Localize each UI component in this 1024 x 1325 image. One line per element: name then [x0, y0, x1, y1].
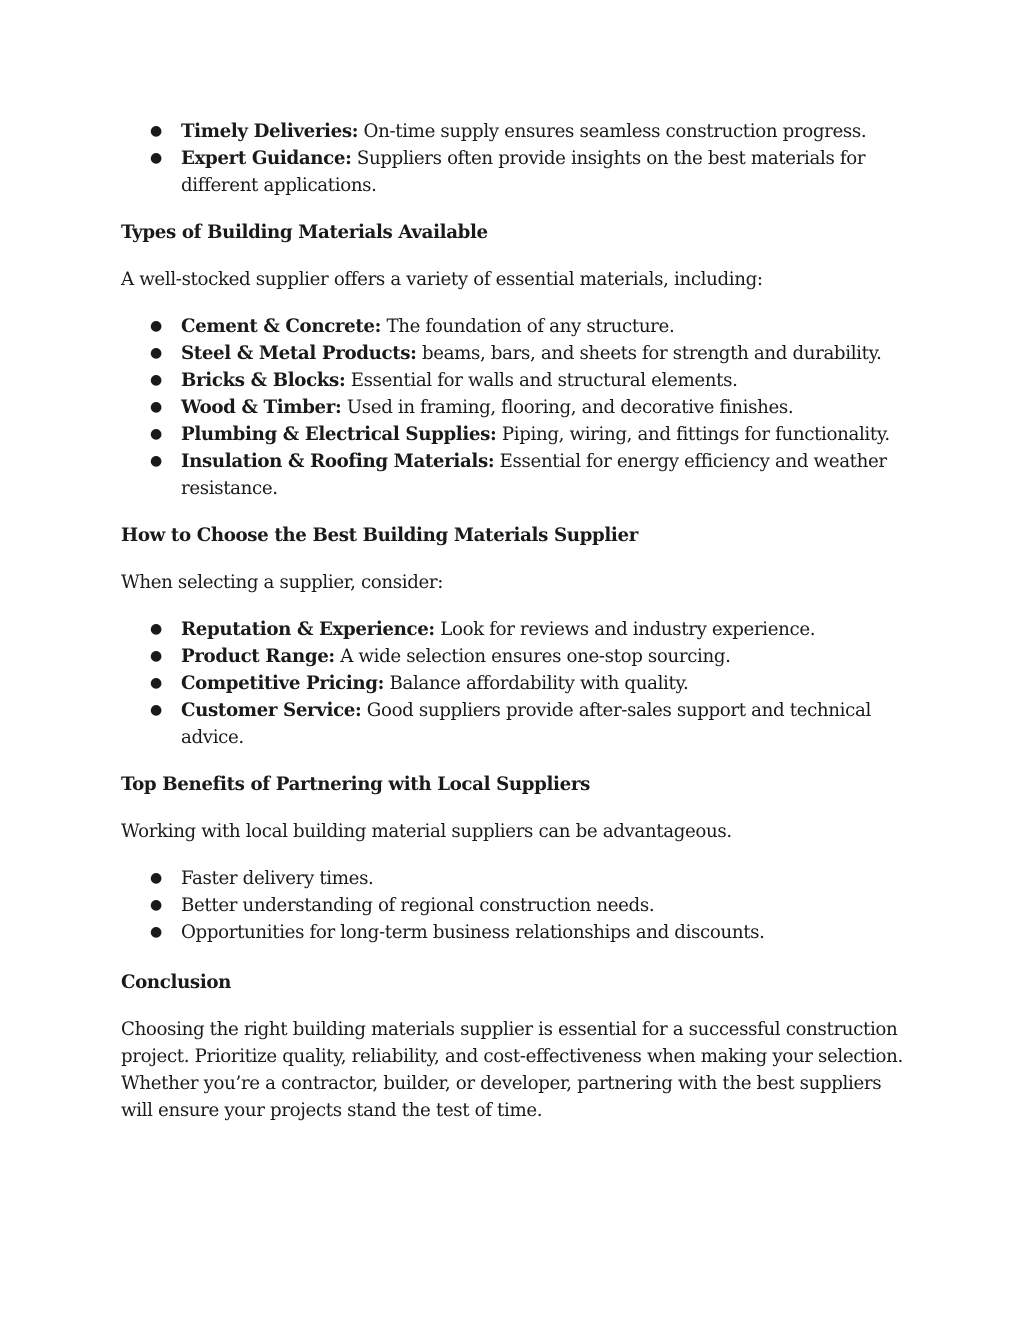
- list-item: [121, 313, 911, 340]
- bullet-icon: ●: [150, 924, 162, 940]
- choose-bullet-list: [121, 616, 911, 751]
- list-item: [121, 643, 911, 670]
- section-heading-conclusion: Conclusion: [121, 972, 232, 993]
- list-item-term: Plumbing & Electrical Supplies:: [181, 424, 497, 445]
- list-item-text: Essential for energy efficiency and weather resistance.: [181, 451, 887, 499]
- list-item-term: Timely Deliveries:: [181, 121, 359, 142]
- list-item: [121, 697, 911, 751]
- section-intro-types: A well-stocked supplier offers a variety of essential materials, including:: [121, 269, 763, 290]
- section-heading-local: Top Benefits of Partnering with Local Suppliers: [121, 774, 590, 795]
- bullet-icon: ●: [150, 870, 162, 886]
- section-heading-choose: How to Choose the Best Building Materials Supplier: [121, 525, 638, 546]
- types-bullet-list: [121, 313, 911, 502]
- list-item-text: A wide selection ensures one-stop sourcing.: [334, 646, 731, 667]
- bullet-icon: ●: [150, 453, 162, 469]
- list-item-term: Wood & Timber:: [181, 397, 342, 418]
- list-item: [121, 670, 911, 697]
- section-intro-local: Working with local building material suppliers can be advantageous.: [121, 821, 732, 842]
- section-intro-choose: When selecting a supplier, consider:: [121, 572, 444, 593]
- list-item-term: Cement & Concrete:: [181, 316, 382, 337]
- bullet-icon: ●: [150, 897, 162, 913]
- list-item: [121, 394, 911, 421]
- list-item-text: On-time supply ensures seamless construction progress.: [358, 121, 867, 142]
- list-item-text: Opportunities for long-term business relationships and discounts.: [181, 922, 765, 943]
- bullet-icon: ●: [150, 648, 162, 664]
- list-item: [121, 448, 911, 502]
- list-item-term: Customer Service:: [181, 700, 362, 721]
- list-item-text: Essential for walls and structural elements.: [345, 370, 738, 391]
- bullet-icon: ●: [150, 123, 162, 139]
- intro-bullet-list: [121, 118, 911, 199]
- list-item-term: Product Range:: [181, 646, 335, 667]
- list-item-text: Suppliers often provide insights on the best materials for different applications.: [181, 148, 866, 196]
- bullet-icon: ●: [150, 621, 162, 637]
- bullet-icon: ●: [150, 318, 162, 334]
- list-item-text: Look for reviews and industry experience.: [434, 619, 816, 640]
- list-item-term: Bricks & Blocks:: [181, 370, 346, 391]
- bullet-icon: ●: [150, 675, 162, 691]
- list-item: [121, 919, 911, 946]
- list-item-text: Better understanding of regional construction needs.: [181, 895, 655, 916]
- list-item-term: Steel & Metal Products:: [181, 343, 417, 364]
- list-item: [121, 421, 911, 448]
- list-item: [121, 145, 911, 199]
- bullet-icon: ●: [150, 702, 162, 718]
- list-item: [121, 118, 911, 145]
- list-item: [121, 340, 911, 367]
- bullet-icon: ●: [150, 150, 162, 166]
- bullet-icon: ●: [150, 399, 162, 415]
- list-item-text: beams, bars, and sheets for strength and durability.: [416, 343, 882, 364]
- list-item-term: Competitive Pricing:: [181, 673, 385, 694]
- list-item: [121, 865, 911, 892]
- list-item-text: Piping, wiring, and fittings for functionality.: [496, 424, 890, 445]
- bullet-icon: ●: [150, 372, 162, 388]
- list-item-term: Insulation & Roofing Materials:: [181, 451, 495, 472]
- list-item-text: Good suppliers provide after-sales support and technical advice.: [181, 700, 871, 748]
- local-bullet-list: [121, 865, 911, 946]
- document-page: [121, 118, 911, 1124]
- bullet-icon: ●: [150, 426, 162, 442]
- list-item-term: Reputation & Experience:: [181, 619, 435, 640]
- list-item: [121, 616, 911, 643]
- conclusion-paragraph: Choosing the right building materials supplier is essential for a successful construction project. Prioritize quality, reliability, and cost-effectiveness when making your selection. Whether you’re a contractor, builder, or developer, partnering with the best suppliers will ensure your projects stand the test of time.: [121, 1019, 903, 1121]
- list-item: [121, 367, 911, 394]
- bullet-icon: ●: [150, 345, 162, 361]
- list-item-text: Faster delivery times.: [181, 868, 374, 889]
- list-item-text: Balance affordability with quality.: [384, 673, 689, 694]
- list-item-term: Expert Guidance:: [181, 148, 352, 169]
- list-item-text: The foundation of any structure.: [381, 316, 675, 337]
- list-item: [121, 892, 911, 919]
- section-heading-types: Types of Building Materials Available: [121, 222, 488, 243]
- list-item-text: Used in framing, flooring, and decorative finishes.: [341, 397, 794, 418]
